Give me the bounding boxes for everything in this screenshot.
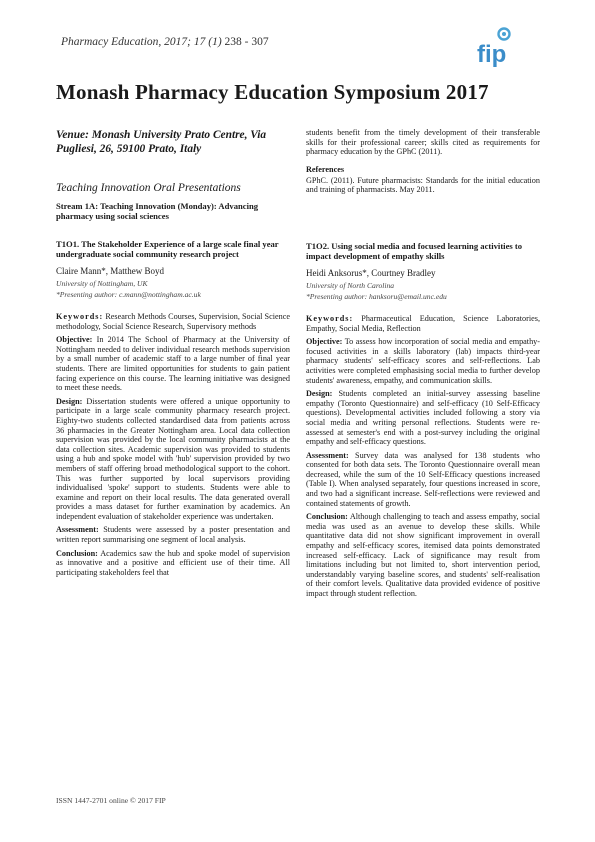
design-label: Design:: [56, 396, 83, 406]
keywords-text: Pharmaceutical Education, Science Laboratories, Empathy, Social Media, Reflection: [306, 313, 541, 333]
design-text: Students completed an initial-survey assessing baseline empathy (Toronto Questionnaire) and self-efficacy (10 Self-Efficacy questions). Developmental activities included following a story via social media and writing personal reflections. Students were re-assessed at semester's end with a post-survey including the original empathy and self-efficacy questions.: [306, 389, 540, 447]
journal-pages: 238 - 307: [224, 36, 269, 48]
assessment-label: Assessment:: [306, 450, 349, 460]
abstract2-conclusion: [306, 512, 540, 598]
design-label: Design:: [306, 389, 333, 399]
conclusion-label: Conclusion:: [306, 512, 348, 522]
keywords-text: Research Methods Courses, Supervision, Social Science methodology, Social Science Research, Supervisory methods: [56, 312, 290, 331]
abstract1-affiliation: University of Nottingham, UK: [56, 279, 148, 288]
column-spacer: [306, 199, 540, 241]
journal-header: [61, 36, 269, 48]
abstract2-assessment: [306, 451, 540, 509]
abstract1-objective: [56, 335, 290, 393]
objective-text: In 2014 The School of Pharmacy at the University of Nottingham needed to deliver individual research methods supervision by a small number of academic staff to a large number of final year students. There are limited opportunities for students to gain patient facing experience on this course. The learning initiative was designed to meet these needs.: [56, 335, 291, 393]
abstract2-design: [306, 389, 540, 447]
conclusion-text: Academics saw the hub and spoke model of supervision as innovative and a positive and efficient use of their time. All participating stakeholders feel that: [56, 548, 290, 577]
assessment-text: Survey data was analysed for 138 students who consented for both data sets. The Toronto Questionnaire overall mean decreased, while the sum of the 10 Self-Efficacy questions increased (Table I). When analysed separately, four questions increased in score, and two had a significant increase. Self-reflections were reviewed and contained statements of growth.: [306, 450, 540, 508]
objective-label: Objective:: [56, 335, 93, 345]
conclusion-label: Conclusion:: [56, 548, 98, 558]
keywords-label: Keywords:: [56, 312, 104, 321]
abstract2-keywords: [306, 314, 540, 333]
abstract1-assessment: [56, 525, 290, 544]
journal-name: Pharmacy Education: [61, 36, 159, 48]
reference-item: GPhC. (2011). Future pharmacists: Standards for the initial education and training of pharmacists. May 2011.: [306, 175, 540, 195]
stream-heading: Stream 1A: Teaching Innovation (Monday): Advancing pharmacy using social sciences: [56, 201, 259, 221]
abstract2-objective: [306, 337, 540, 385]
abstract2-authors: Heidi Anksorus*, Courtney Bradley: [306, 267, 436, 278]
references-heading: References: [306, 164, 345, 174]
abstract1-title: T1O1. The Stakeholder Experience of a large scale final year undergraduate social community research project: [56, 239, 279, 259]
fip-logo: [474, 26, 524, 68]
logo-text: fip: [477, 41, 507, 68]
issn-footer: ISSN 1447-2701 online © 2017 FIP: [56, 796, 166, 805]
fip-logo-icon: [474, 26, 524, 68]
assessment-label: Assessment:: [56, 525, 99, 535]
abstract2-title: T1O2. Using social media and focused learning activities to impact development of empathy skills: [306, 240, 523, 261]
abstract2-presenting-author: *Presenting author: hanksoru@email.unc.edu: [306, 291, 447, 301]
abstract1-authors: Claire Mann*, Matthew Boyd: [56, 266, 164, 276]
section-heading: Teaching Innovation Oral Presentations: [56, 182, 241, 194]
abstract2-affiliation: University of North Carolina: [306, 280, 395, 290]
objective-text: To assess how incorporation of social media and empathy-focused activities in a skills laboratory (lab) impacts third-year pharmacy students' self-efficacy scores and self-reflections. Lab activities were completed emphasising social media to further develop students' awareness, empathy, and communication skills.: [306, 337, 540, 385]
abstract1-conclusion: [56, 549, 290, 578]
abstract1-presenting-author: *Presenting author: c.mann@nottingham.ac.uk: [56, 290, 201, 299]
abstract1-keywords: [56, 312, 290, 331]
venue: Venue: Monash University Prato Centre, Via Pugliesi, 26, 59100 Prato, Italy: [56, 129, 267, 155]
keywords-label: Keywords:: [306, 313, 354, 323]
left-column: [56, 128, 290, 581]
page-title: Monash Pharmacy Education Symposium 2017: [56, 80, 489, 104]
design-text: Dissertation students were offered a unique opportunity to participate in a large scale community pharmacy research project. Eighty-two students collected standardised data from patients across 36 pharmacies in the Greater Nottingham area. Local data collection supervision was provided by the local community pharmacists at the data collection sites. Academic supervision was provided to students using a hub and spoke model with 'hub' supervision provided by two members of staff offering broad methodological support to the cohort. This was further supported by local supervisors providing individualised 'spoke' support to students. Students were able to examine and report on their local results. The data generated overall provides a mass dataset for further examination by academics. An independent evaluation of stakeholder experience was undertaken.: [56, 396, 291, 521]
abstract1-design: [56, 397, 290, 522]
conclusion-text: Although challenging to teach and assess empathy, social media was used as an avenue to develop these skills. While quantitative data did not show significant improvement in overall empathy and self-efficacy scores, itemised data points demonstrated increased self-efficacy. Lack of significance may result from limitations including but not limited to, short intervention period, understandably varying baseline scores, and students' self-realisation of their comfort levels. Qualitative data provided evidence of positive impact through student reflection.: [306, 512, 540, 598]
journal-volume: , 2017; 17 (1): [158, 36, 222, 48]
assessment-text: Students were assessed by a poster presentation and written report summarising one segment of local analysis.: [56, 525, 290, 545]
right-column: [306, 128, 540, 603]
objective-label: Objective:: [306, 337, 343, 347]
abstract1-conclusion-continued: students benefit from the timely development of their transferable skills for their professional career; skills cited as requirements for pharmacy education by the GPhC (2011).: [306, 128, 540, 157]
